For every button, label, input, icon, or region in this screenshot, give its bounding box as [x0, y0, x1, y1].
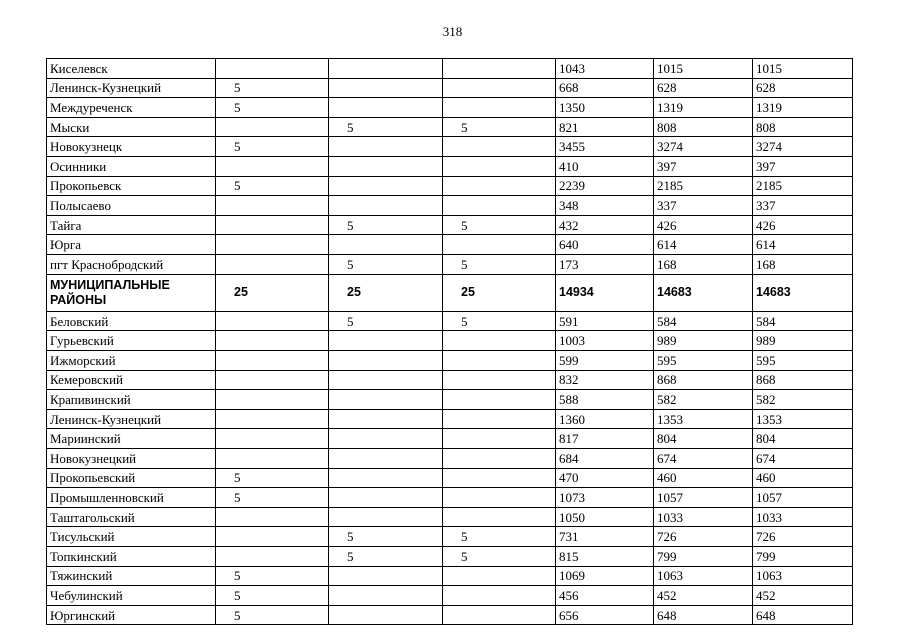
value-cell-c6: 337 [753, 196, 853, 216]
value-cell-c3 [443, 176, 556, 196]
value-cell-c2: 5 [329, 547, 443, 567]
value-cell-c4: 3455 [556, 137, 654, 157]
table-row [47, 215, 853, 235]
value-cell-c3: 5 [443, 527, 556, 547]
table-row [47, 137, 853, 157]
value-cell-c6: 989 [753, 331, 853, 351]
value-cell-c3 [443, 78, 556, 98]
value-cell-c3 [443, 605, 556, 625]
value-cell-c1: 5 [216, 566, 329, 586]
value-cell-c3 [443, 331, 556, 351]
value-cell-c5: 397 [654, 157, 753, 177]
value-cell-c1: 5 [216, 586, 329, 606]
value-cell-c2: 5 [329, 117, 443, 137]
value-cell-c3: 25 [443, 274, 556, 311]
value-cell-c5: 1015 [654, 59, 753, 79]
value-cell-c5: 674 [654, 448, 753, 468]
table-row [47, 157, 853, 177]
table-row [47, 98, 853, 118]
value-cell-c1: 5 [216, 176, 329, 196]
table-row [47, 586, 853, 606]
value-cell-c4: 1043 [556, 59, 654, 79]
value-cell-c1: 5 [216, 78, 329, 98]
value-cell-c5: 868 [654, 370, 753, 390]
value-cell-c4: 1350 [556, 98, 654, 118]
row-label-cell: Мыски [47, 117, 216, 137]
value-cell-c1 [216, 157, 329, 177]
value-cell-c3: 5 [443, 117, 556, 137]
value-cell-c5: 460 [654, 468, 753, 488]
value-cell-c5: 14683 [654, 274, 753, 311]
row-label-cell: Прокопьевск [47, 176, 216, 196]
page-number: 318 [442, 24, 463, 39]
value-cell-c5: 1353 [654, 409, 753, 429]
value-cell-c6: 426 [753, 215, 853, 235]
table-row [47, 527, 853, 547]
data-table [46, 58, 853, 625]
value-cell-c5: 582 [654, 390, 753, 410]
table-row-section-header [47, 274, 853, 311]
value-cell-c2 [329, 429, 443, 449]
value-cell-c6: 628 [753, 78, 853, 98]
value-cell-c2: 25 [329, 274, 443, 311]
row-label-cell: Ижморский [47, 350, 216, 370]
value-cell-c3 [443, 409, 556, 429]
value-cell-c6: 397 [753, 157, 853, 177]
value-cell-c6: 648 [753, 605, 853, 625]
value-cell-c4: 821 [556, 117, 654, 137]
value-cell-c1 [216, 215, 329, 235]
value-cell-c5: 804 [654, 429, 753, 449]
value-cell-c2 [329, 468, 443, 488]
table-row [47, 507, 853, 527]
value-cell-c1: 5 [216, 98, 329, 118]
value-cell-c3 [443, 586, 556, 606]
value-cell-c5: 799 [654, 547, 753, 567]
value-cell-c2 [329, 350, 443, 370]
value-cell-c4: 1003 [556, 331, 654, 351]
value-cell-c4: 656 [556, 605, 654, 625]
value-cell-c5: 628 [654, 78, 753, 98]
value-cell-c2 [329, 390, 443, 410]
value-cell-c2 [329, 331, 443, 351]
row-label-cell: Новокузнецк [47, 137, 216, 157]
row-label-cell: Гурьевский [47, 331, 216, 351]
value-cell-c6: 1353 [753, 409, 853, 429]
table-row [47, 350, 853, 370]
value-cell-c3 [443, 390, 556, 410]
value-cell-c3 [443, 137, 556, 157]
value-cell-c5: 452 [654, 586, 753, 606]
value-cell-c5: 808 [654, 117, 753, 137]
table-row [47, 370, 853, 390]
row-label-cell: Полысаево [47, 196, 216, 216]
value-cell-c1 [216, 429, 329, 449]
value-cell-c3 [443, 488, 556, 508]
value-cell-c6: 582 [753, 390, 853, 410]
value-cell-c6: 804 [753, 429, 853, 449]
row-label-cell: Тайга [47, 215, 216, 235]
value-cell-c2 [329, 59, 443, 79]
table-row [47, 331, 853, 351]
value-cell-c4: 470 [556, 468, 654, 488]
value-cell-c1 [216, 350, 329, 370]
value-cell-c4: 456 [556, 586, 654, 606]
row-label-cell: Юргинский [47, 605, 216, 625]
value-cell-c4: 1050 [556, 507, 654, 527]
value-cell-c4: 832 [556, 370, 654, 390]
value-cell-c5: 1033 [654, 507, 753, 527]
value-cell-c2 [329, 137, 443, 157]
value-cell-c6: 868 [753, 370, 853, 390]
value-cell-c6: 2185 [753, 176, 853, 196]
value-cell-c5: 614 [654, 235, 753, 255]
table-row [47, 59, 853, 79]
value-cell-c1 [216, 370, 329, 390]
value-cell-c6: 674 [753, 448, 853, 468]
value-cell-c6: 460 [753, 468, 853, 488]
value-cell-c1 [216, 409, 329, 429]
row-label-cell: МУНИЦИПАЛЬНЫЕ РАЙОНЫ [47, 274, 216, 311]
value-cell-c2 [329, 409, 443, 429]
value-cell-c3 [443, 507, 556, 527]
value-cell-c2: 5 [329, 527, 443, 547]
value-cell-c1 [216, 331, 329, 351]
value-cell-c5: 168 [654, 255, 753, 275]
table-row [47, 311, 853, 331]
value-cell-c4: 640 [556, 235, 654, 255]
value-cell-c4: 599 [556, 350, 654, 370]
table-row [47, 547, 853, 567]
value-cell-c1 [216, 527, 329, 547]
value-cell-c5: 426 [654, 215, 753, 235]
value-cell-c3 [443, 98, 556, 118]
value-cell-c5: 1063 [654, 566, 753, 586]
row-label-cell: пгт Краснобродский [47, 255, 216, 275]
value-cell-c1: 25 [216, 274, 329, 311]
row-label-cell: Промышленновский [47, 488, 216, 508]
table-row [47, 566, 853, 586]
value-cell-c5: 1057 [654, 488, 753, 508]
value-cell-c3 [443, 157, 556, 177]
row-label-cell: Крапивинский [47, 390, 216, 410]
value-cell-c6: 1319 [753, 98, 853, 118]
row-label-cell: Топкинский [47, 547, 216, 567]
value-cell-c3 [443, 350, 556, 370]
value-cell-c3: 5 [443, 547, 556, 567]
value-cell-c4: 2239 [556, 176, 654, 196]
value-cell-c4: 1069 [556, 566, 654, 586]
table-row [47, 448, 853, 468]
value-cell-c6: 799 [753, 547, 853, 567]
value-cell-c2 [329, 448, 443, 468]
value-cell-c4: 815 [556, 547, 654, 567]
value-cell-c5: 595 [654, 350, 753, 370]
row-label-cell: Прокопьевский [47, 468, 216, 488]
value-cell-c5: 337 [654, 196, 753, 216]
value-cell-c5: 2185 [654, 176, 753, 196]
value-cell-c2 [329, 586, 443, 606]
value-cell-c4: 817 [556, 429, 654, 449]
row-label-cell: Мариинский [47, 429, 216, 449]
row-label-cell: Ленинск-Кузнецкий [47, 78, 216, 98]
value-cell-c1 [216, 390, 329, 410]
table-body [47, 59, 853, 625]
value-cell-c2 [329, 78, 443, 98]
value-cell-c3 [443, 566, 556, 586]
value-cell-c1 [216, 255, 329, 275]
value-cell-c3 [443, 468, 556, 488]
value-cell-c4: 410 [556, 157, 654, 177]
value-cell-c2 [329, 488, 443, 508]
table-row [47, 488, 853, 508]
value-cell-c2 [329, 507, 443, 527]
table-row [47, 409, 853, 429]
table-row [47, 429, 853, 449]
value-cell-c6: 1057 [753, 488, 853, 508]
table-row [47, 390, 853, 410]
value-cell-c1: 5 [216, 605, 329, 625]
value-cell-c1: 5 [216, 488, 329, 508]
value-cell-c2 [329, 566, 443, 586]
row-label-cell: Новокузнецкий [47, 448, 216, 468]
value-cell-c2 [329, 370, 443, 390]
value-cell-c2: 5 [329, 255, 443, 275]
value-cell-c2 [329, 157, 443, 177]
value-cell-c6: 14683 [753, 274, 853, 311]
value-cell-c4: 591 [556, 311, 654, 331]
value-cell-c6: 1033 [753, 507, 853, 527]
value-cell-c3 [443, 448, 556, 468]
value-cell-c2 [329, 98, 443, 118]
row-label-cell: Тяжинский [47, 566, 216, 586]
value-cell-c6: 168 [753, 255, 853, 275]
value-cell-c6: 726 [753, 527, 853, 547]
table-row [47, 196, 853, 216]
value-cell-c4: 588 [556, 390, 654, 410]
value-cell-c2 [329, 605, 443, 625]
value-cell-c6: 1015 [753, 59, 853, 79]
value-cell-c5: 584 [654, 311, 753, 331]
value-cell-c1: 5 [216, 137, 329, 157]
value-cell-c5: 1319 [654, 98, 753, 118]
table-row [47, 117, 853, 137]
value-cell-c2 [329, 196, 443, 216]
table-row [47, 78, 853, 98]
value-cell-c5: 726 [654, 527, 753, 547]
value-cell-c3: 5 [443, 215, 556, 235]
row-label-cell: Киселевск [47, 59, 216, 79]
value-cell-c2 [329, 176, 443, 196]
table-row [47, 468, 853, 488]
value-cell-c4: 348 [556, 196, 654, 216]
value-cell-c1 [216, 448, 329, 468]
value-cell-c1 [216, 507, 329, 527]
value-cell-c1 [216, 235, 329, 255]
value-cell-c3 [443, 196, 556, 216]
row-label-cell: Тисульский [47, 527, 216, 547]
value-cell-c4: 731 [556, 527, 654, 547]
table-row [47, 255, 853, 275]
value-cell-c3 [443, 429, 556, 449]
value-cell-c4: 668 [556, 78, 654, 98]
value-cell-c3 [443, 370, 556, 390]
value-cell-c4: 684 [556, 448, 654, 468]
value-cell-c2: 5 [329, 215, 443, 235]
value-cell-c4: 432 [556, 215, 654, 235]
value-cell-c6: 595 [753, 350, 853, 370]
value-cell-c6: 584 [753, 311, 853, 331]
value-cell-c1 [216, 547, 329, 567]
value-cell-c1: 5 [216, 468, 329, 488]
value-cell-c6: 3274 [753, 137, 853, 157]
value-cell-c2: 5 [329, 311, 443, 331]
table-row [47, 605, 853, 625]
row-label-cell: Кемеровский [47, 370, 216, 390]
value-cell-c4: 173 [556, 255, 654, 275]
row-label-cell: Междуреченск [47, 98, 216, 118]
value-cell-c1 [216, 59, 329, 79]
row-label-cell: Юрга [47, 235, 216, 255]
value-cell-c1 [216, 311, 329, 331]
row-label-cell: Таштагольский [47, 507, 216, 527]
value-cell-c3: 5 [443, 311, 556, 331]
value-cell-c3: 5 [443, 255, 556, 275]
value-cell-c6: 1063 [753, 566, 853, 586]
row-label-cell: Чебулинский [47, 586, 216, 606]
value-cell-c6: 808 [753, 117, 853, 137]
value-cell-c5: 989 [654, 331, 753, 351]
value-cell-c1 [216, 117, 329, 137]
value-cell-c4: 1073 [556, 488, 654, 508]
table-row [47, 176, 853, 196]
row-label-cell: Беловский [47, 311, 216, 331]
row-label-cell: Ленинск-Кузнецкий [47, 409, 216, 429]
table-row [47, 235, 853, 255]
value-cell-c4: 1360 [556, 409, 654, 429]
value-cell-c2 [329, 235, 443, 255]
value-cell-c1 [216, 196, 329, 216]
value-cell-c3 [443, 235, 556, 255]
value-cell-c3 [443, 59, 556, 79]
value-cell-c6: 452 [753, 586, 853, 606]
row-label-cell: Осинники [47, 157, 216, 177]
value-cell-c6: 614 [753, 235, 853, 255]
value-cell-c4: 14934 [556, 274, 654, 311]
value-cell-c5: 648 [654, 605, 753, 625]
value-cell-c5: 3274 [654, 137, 753, 157]
